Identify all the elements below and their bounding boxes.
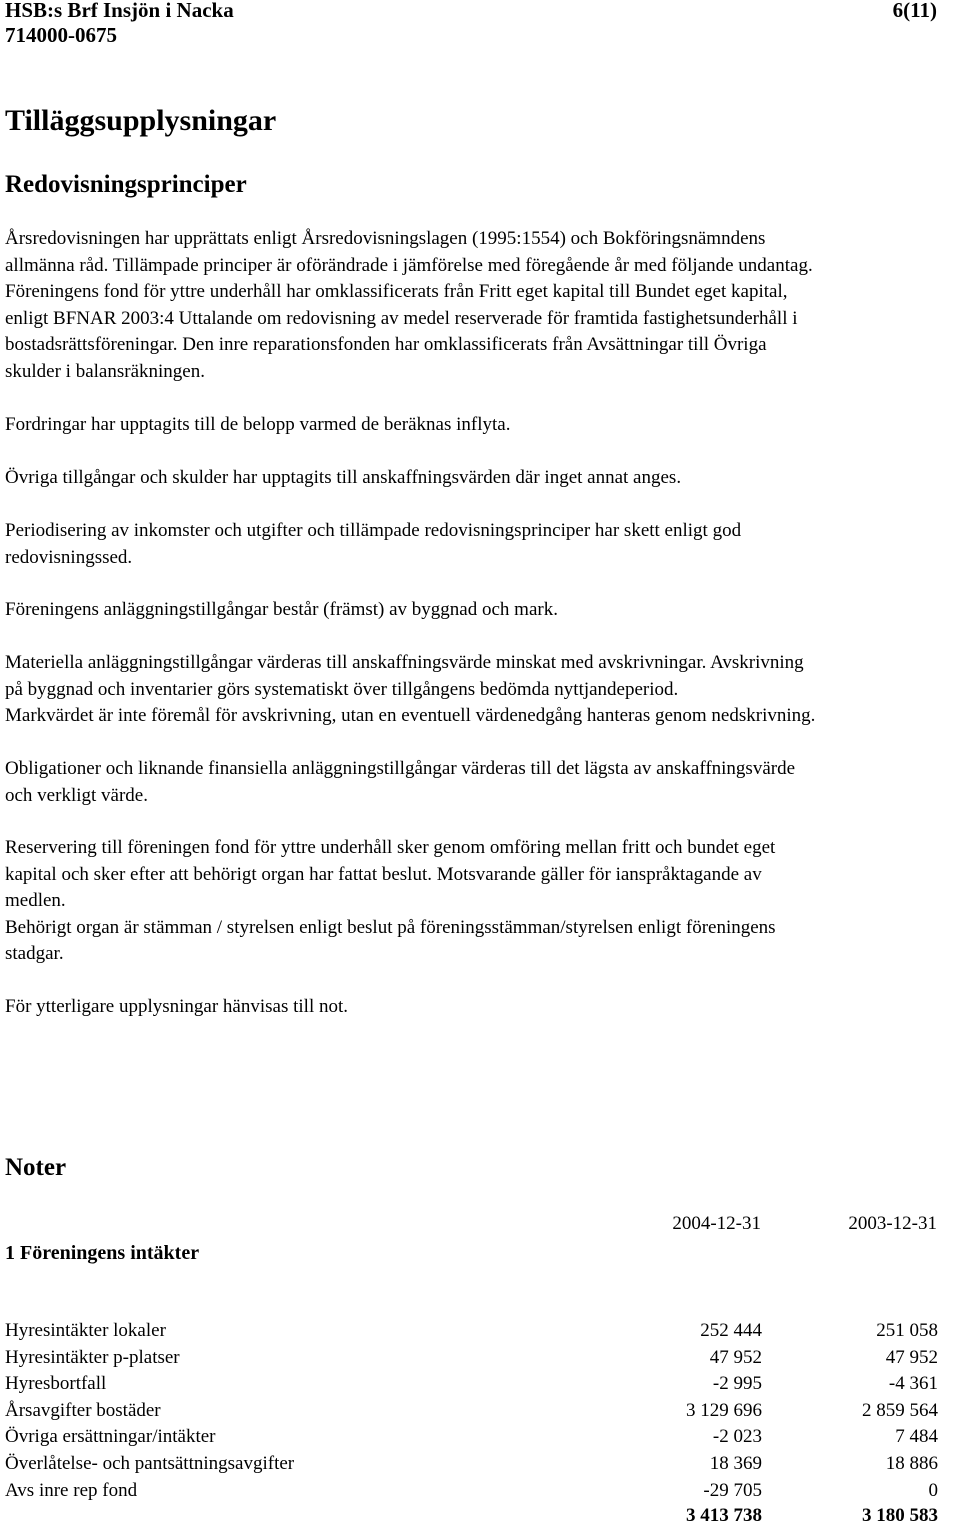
table-row bbox=[5, 1347, 938, 1374]
paragraph-reservation bbox=[5, 835, 960, 968]
column-header-2004: 2004-12-31 bbox=[672, 1213, 761, 1234]
paragraph-line: Årsredovisningen har upprättats enligt Årsredovisningslagen (1995:1554) och Bokföringsnämndens bbox=[5, 228, 766, 249]
paragraph-assets-liabilities bbox=[5, 465, 960, 492]
row-label: Årsavgifter bostäder bbox=[5, 1399, 161, 1421]
table-row bbox=[5, 1480, 938, 1507]
paragraph-line: Obligationer och liknande finansiella anläggningstillgångar värderas till det lägsta av anskaffningsvärde bbox=[5, 758, 796, 779]
value-2003: 2 859 564 bbox=[862, 1399, 938, 1421]
row-label: Hyresintäkter lokaler bbox=[5, 1320, 166, 1341]
paragraph-bonds bbox=[5, 756, 960, 809]
paragraph-line: kapital och sker efter att behörigt organ har fattat beslut. Motsvarande gäller för ianspråktagande av bbox=[5, 863, 762, 885]
table-row bbox=[5, 1320, 938, 1347]
paragraph-line: enligt BFNAR 2003:4 Uttalande om redovisning av medel reserverade för framtida fastighetsunderhåll i bbox=[5, 307, 798, 329]
note-1-title: 1 Föreningens intäkter bbox=[5, 1242, 200, 1264]
row-label: Övriga ersättningar/intäkter bbox=[5, 1426, 216, 1448]
value-2004: 3 129 696 bbox=[686, 1399, 762, 1421]
row-label: Avs inre rep fond bbox=[5, 1479, 138, 1501]
paragraph-line: Behörigt organ är stämman / styrelsen enligt beslut på föreningsstämman/styrelsen enligt föreningens bbox=[5, 916, 776, 938]
income-table bbox=[5, 1320, 938, 1525]
organization-number: 714000-0675 bbox=[5, 23, 117, 47]
paragraph-fixed-assets bbox=[5, 597, 960, 624]
row-label: Överlåtelse- och pantsättningsavgifter bbox=[5, 1453, 295, 1474]
total-2004: 3 413 738 bbox=[686, 1505, 762, 1526]
paragraph-line: och verkligt värde. bbox=[5, 784, 148, 806]
paragraph-line: allmänna råd. Tillämpade principer är oförändrade i jämförelse med föregående år med följande undantag. bbox=[5, 254, 813, 276]
value-2004: 47 952 bbox=[709, 1346, 762, 1368]
value-2003: -4 361 bbox=[888, 1373, 938, 1395]
paragraph-line: redovisningssed. bbox=[5, 546, 133, 568]
organization-name: HSB:s Brf Insjön i Nacka bbox=[5, 0, 234, 22]
notes-title: Noter bbox=[5, 1154, 67, 1181]
value-2004: -2 023 bbox=[712, 1426, 762, 1448]
value-2003: 7 484 bbox=[895, 1426, 938, 1448]
table-row bbox=[5, 1373, 938, 1400]
paragraph-line: stadgar. bbox=[5, 943, 64, 965]
paragraph-depreciation bbox=[5, 650, 960, 730]
paragraph-line: Reservering till föreningen fond för yttre underhåll sker genom omföring mellan fritt och bundet eget bbox=[5, 837, 776, 858]
page-indicator: 6(11) bbox=[892, 0, 937, 22]
value-2004: 252 444 bbox=[700, 1320, 762, 1341]
paragraph-line: skulder i balansräkningen. bbox=[5, 360, 205, 382]
paragraph-line: Föreningens anläggningstillgångar består (främst) av byggnad och mark. bbox=[5, 599, 558, 620]
value-2003: 18 886 bbox=[885, 1453, 938, 1474]
paragraph-line: Materiella anläggningstillgångar värderas till anskaffningsvärde minskat med avskrivningar. Avskrivning bbox=[5, 652, 804, 673]
table-row bbox=[5, 1453, 938, 1480]
paragraph-line: på byggnad och inventarier görs systematiskt över tillgångens bedömda nyttjandeperiod. bbox=[5, 678, 679, 700]
value-2003: 0 bbox=[928, 1479, 938, 1501]
row-label: Hyresbortfall bbox=[5, 1373, 107, 1395]
paragraph-periodization bbox=[5, 518, 960, 571]
value-2004: -2 995 bbox=[712, 1373, 762, 1395]
paragraph-line: Fordringar har upptagits till de belopp varmed de beräknas inflyta. bbox=[5, 414, 511, 435]
paragraph-line: Markvärdet är inte föremål för avskrivning, utan en eventuell värdenedgång hanteras genom nedskrivning. bbox=[5, 705, 816, 727]
value-2004: -29 705 bbox=[703, 1479, 762, 1501]
paragraph-line: Periodisering av inkomster och utgifter och tillämpade redovisningsprinciper har skett enligt god bbox=[5, 520, 742, 541]
value-2003: 251 058 bbox=[876, 1320, 938, 1341]
paragraph-line: För ytterligare upplysningar hänvisas till not. bbox=[5, 996, 349, 1017]
table-row bbox=[5, 1426, 938, 1453]
section-title: Tilläggsupplysningar bbox=[5, 104, 277, 137]
table-row bbox=[5, 1400, 938, 1427]
paragraph-receivables bbox=[5, 412, 960, 439]
column-header-2003: 2003-12-31 bbox=[848, 1213, 937, 1234]
row-label: Hyresintäkter p-platser bbox=[5, 1346, 180, 1368]
value-2004: 18 369 bbox=[709, 1453, 762, 1474]
paragraph-line: Övriga tillgångar och skulder har upptagits till anskaffningsvärden där inget annat anges. bbox=[5, 467, 682, 488]
paragraph-line: Föreningens fond för yttre underhåll har omklassificerats från Fritt eget kapital till Bundet eget kapital, bbox=[5, 281, 788, 303]
paragraph-line: bostadsrättsföreningar. Den inre reparationsfonden har omklassificerats från Avsättningar till Övriga bbox=[5, 334, 767, 356]
total-row bbox=[5, 1505, 938, 1525]
paragraph-principles bbox=[5, 226, 960, 386]
paragraph-further-info bbox=[5, 994, 960, 1021]
paragraph-line: medlen. bbox=[5, 890, 66, 912]
total-2003: 3 180 583 bbox=[862, 1505, 938, 1526]
value-2003: 47 952 bbox=[885, 1346, 938, 1368]
section-subtitle: Redovisningsprinciper bbox=[5, 171, 247, 198]
